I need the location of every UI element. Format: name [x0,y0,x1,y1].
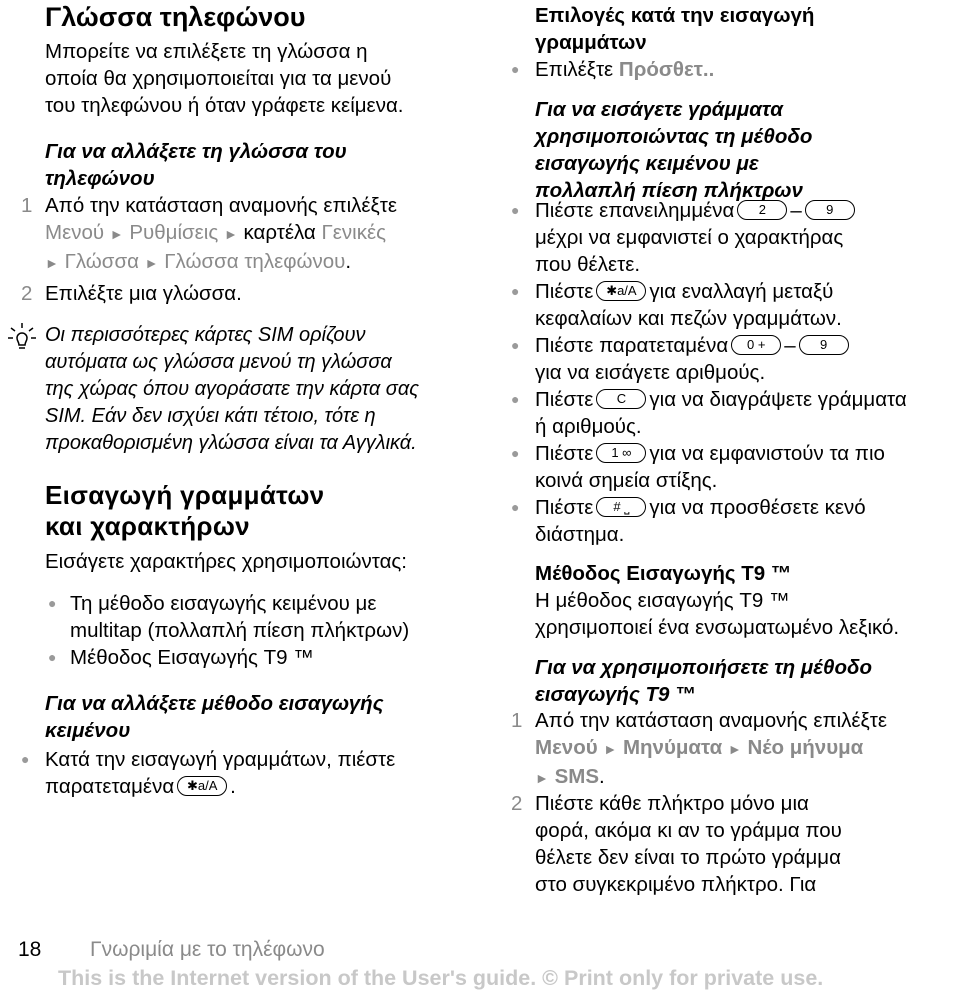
key-1: 1 ∞ [596,443,646,463]
phone-language-title: Γλώσσα τηλεφώνου [45,2,306,32]
bullet-icon: ● [48,649,57,665]
arrow-right-icon: ► [45,255,59,271]
multitap-instructions [508,197,960,548]
list-item: ● Τη μέθοδο εισαγωγής κειμένου με multitap (πολλαπλή πίεση πλήκτρων) [48,592,410,642]
phone-language-link[interactable]: Γλώσσα τηλεφώνου [164,250,346,273]
hash-space-key: # ⎵ [596,497,646,517]
arrow-right-icon: ► [223,226,238,242]
list-item: ● Πιέστε ✱a/A για εναλλαγή μεταξύ κεφαλαίων και πεζών γραμμάτων. [511,280,842,330]
arrow-right-icon: ► [109,226,124,242]
section-name: Γνωριμία με το τηλέφωνο [90,938,325,961]
options-heading: Επιλογές κατά την εισαγωγή γραμμάτων [535,4,815,54]
sms-link[interactable]: SMS [554,765,599,788]
list-item: ● Πιέστε 1 ∞ για να εμφανιστούν τα πιο κοινά σημεία στίξης. [511,442,885,492]
t9-step-1: 1 Από την κατάσταση αναμονής επιλέξτε Μενού ► Μηνύματα ► Νέο μήνυμα ► SMS. [511,709,887,788]
menu-link[interactable]: Μενού [45,221,105,244]
text-entry-section-title: Εισαγωγή γραμμάτων και χαρακτήρων [45,480,325,541]
list-item: ● Πιέστε επανειλημμένα 2 – 9 μέχρι να εμφανιστεί ο χαρακτήρας που θέλετε. [508,197,960,278]
list-item: ● Πιέστε # ⎵ για να προσθέσετε κενό διάστημα. [511,496,866,546]
input-methods-list [45,590,475,671]
multitap-heading: Για να εισάγετε γράμματα χρησιμοποιώντας τη μέθοδο εισαγωγής κειμένου με πολλαπλή πίεση πλήκτρων [535,98,813,202]
arrow-right-icon: ► [727,741,742,757]
t9-description: Η μέθοδος εισαγωγής T9 ™ χρησιμοποιεί ένα ενσωματωμένο λεξικό. [535,589,900,639]
bullet-icon: ● [48,595,57,611]
bullet-icon: ● [511,202,520,218]
options-bullet: ● Επιλέξτε Πρόσθετ.. [511,58,715,81]
bullet-icon: ● [511,445,520,461]
t9-step-2: 2 Πιέστε κάθε πλήκτρο μόνο μια φορά, ακόμα κι αν το γράμμα που θέλετε δεν είναι το πρώτο γράμμα στο συγκεκριμένο πλήκτρο. Για [511,792,842,896]
key-0: 0 + [731,335,781,355]
star-case-key: ✱a/A [177,776,227,796]
key-9: 9 [805,200,855,220]
text-entry-intro: Εισάγετε χαρακτήρες χρησιμοποιώντας: [45,550,408,573]
t9-heading: Μέθοδος Εισαγωγής T9 ™ [535,562,792,585]
messaging-link[interactable]: Μηνύματα [622,736,723,759]
arrow-right-icon: ► [535,770,549,786]
key-9: 9 [799,335,849,355]
page-number: 18 [18,938,42,961]
new-message-link[interactable]: Νέο μήνυμα [747,736,864,759]
bullet-icon: ● [21,751,30,767]
watermark: This is the Internet version of the User's guide. © Print only for private use. [58,966,824,990]
bullet-icon: ● [511,337,520,353]
bullet-icon: ● [511,61,520,77]
change-input-method-bullet: ● Κατά την εισαγωγή γραμμάτων, πιέστε παρατεταμένα ✱a/A . [21,748,396,798]
star-case-key: ✱a/A [596,281,646,301]
settings-link[interactable]: Ρυθμίσεις [129,221,219,244]
general-tab-link[interactable]: Γενικές [321,221,386,244]
use-t9-heading: Για να χρησιμοποιήσετε τη μέθοδο εισαγωγής T9 ™ [535,656,873,706]
key-2: 2 [737,200,787,220]
step-1: 1 Από την κατάσταση αναμονής επιλέξτε Μενού ► Ρυθμίσεις ► καρτέλα Γενικές ► Γλώσσα ► Γλώσσα τηλεφώνου. [21,194,397,273]
phone-language-intro: Μπορείτε να επιλέξετε τη γλώσσα η οποία θα χρησιμοποιείται για τα μενού του τηλεφώνου ή όταν γράφετε κείμενα. [45,40,404,117]
step-2: 2 Επιλέξτε μια γλώσσα. [21,282,242,305]
menu-link[interactable]: Μενού [535,736,598,759]
arrow-right-icon: ► [603,741,618,757]
change-input-method-heading: Για να αλλάξετε μέθοδο εισαγωγής κειμένου [45,692,384,742]
list-item: ● Πιέστε παρατεταμένα 0 + – 9 για να εισάγετε αριθμούς. [508,332,960,386]
bullet-icon: ● [511,499,520,515]
clear-key: C [596,389,646,409]
lightbulb-icon [8,322,38,352]
sim-language-tip: Οι περισσότερες κάρτες SIM ορίζουν αυτόματα ως γλώσσα μενού τη γλώσσα της χώρας όπου αγοράσατε την κάρτα σας SIM. Εάν δεν ισχύει κάτι τέτοιο, τότε η προκαθορισμένη γλώσσα είναι τα Αγγλικά. [45,324,419,454]
language-link[interactable]: Γλώσσα [64,250,139,273]
list-item: ● Πιέστε C για να διαγράψετε γράμματα ή αριθμούς. [511,388,907,438]
bullet-icon: ● [511,391,520,407]
change-language-heading: Για να αλλάξετε τη γλώσσα του τηλεφώνου [45,140,347,190]
bullet-icon: ● [511,283,520,299]
more-link[interactable]: Πρόσθετ.. [618,58,715,81]
list-item: ● Μέθοδος Εισαγωγής T9 ™ [48,646,314,669]
arrow-right-icon: ► [144,255,159,271]
